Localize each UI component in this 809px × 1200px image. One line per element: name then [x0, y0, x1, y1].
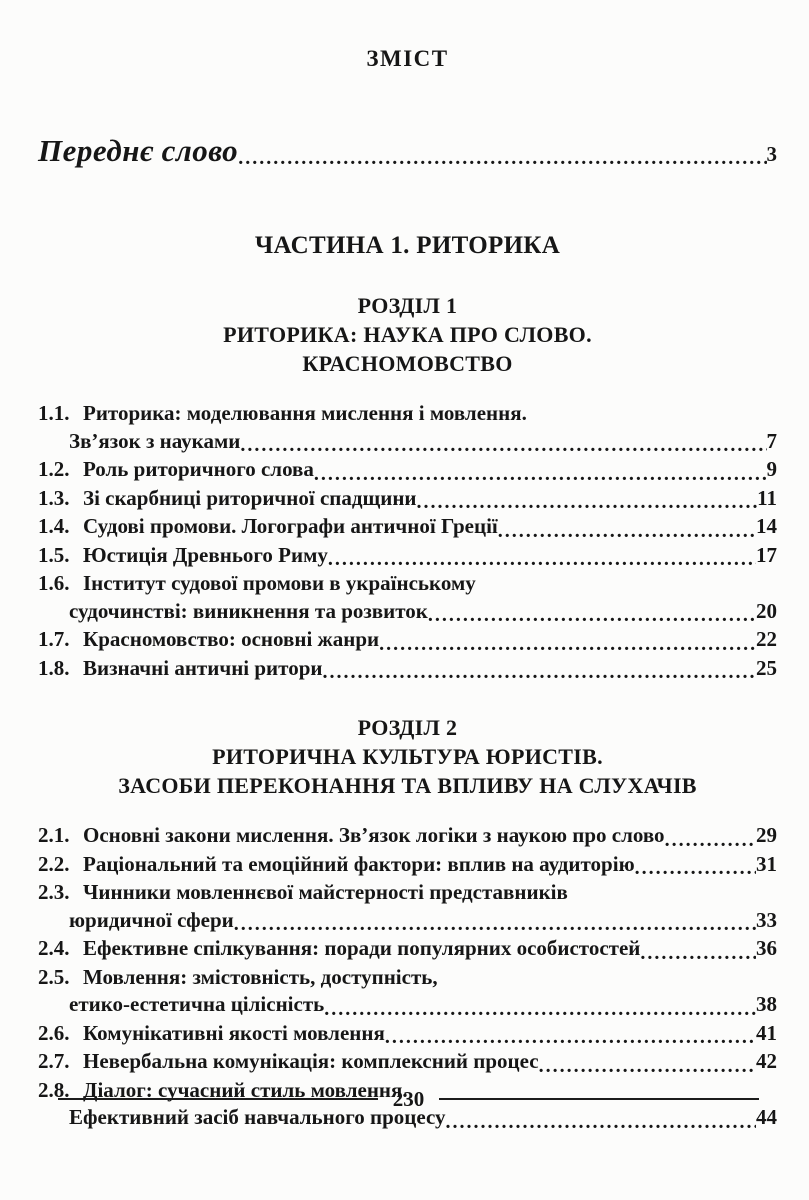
- toc-entry-text: Риторика: моделювання мислення і мовлення.: [83, 401, 527, 425]
- toc-entry-line: [38, 655, 777, 684]
- toc-entry-1-4[interactable]: [38, 513, 777, 542]
- toc-entry-line: [38, 485, 777, 514]
- toc-entry-text: судочинстві: виникнення та розвиток: [69, 598, 428, 623]
- toc-entry-number: 2.1.: [38, 823, 70, 847]
- toc-entry-line: [38, 822, 777, 851]
- toc-entry-1-7[interactable]: [38, 626, 777, 655]
- foreword-label: Переднє слово: [38, 133, 239, 168]
- toc-entry-line: [38, 1020, 777, 1049]
- toc-entry-text: Раціональний та емоційний фактори: вплив на аудиторію: [83, 851, 635, 876]
- toc-entry-page-number: 42: [756, 1049, 777, 1073]
- toc-entry-number: 1.5.: [38, 542, 70, 567]
- chapters-container: [38, 291, 777, 1133]
- toc-entry-line: [38, 513, 777, 542]
- toc-entry-page-number: 17: [756, 542, 777, 567]
- toc-entry-text: етико-естетична цілісність: [69, 992, 325, 1016]
- footer-rule-left: [58, 1098, 378, 1100]
- foreword-page-number: 3: [766, 142, 777, 166]
- toc-entry-text: Невербальна комунікація: комплексний процес: [83, 1049, 539, 1073]
- dot-leader: [322, 658, 756, 687]
- toc-entry-2-3[interactable]: [38, 879, 777, 935]
- dot-leader: [234, 910, 756, 939]
- toc-entry-text: Основні закони мислення. Зв’язок логіки з наукою про слово: [83, 823, 665, 847]
- toc-entry-foreword[interactable]: [38, 131, 777, 177]
- toc-entry-1-1[interactable]: [38, 400, 777, 456]
- toc-entry-line: [38, 598, 777, 627]
- toc-entry-line: [38, 626, 777, 655]
- toc-entry-number: 1.8.: [38, 655, 70, 680]
- toc-entry-page-number: 22: [756, 627, 777, 651]
- dot-leader: [539, 1052, 756, 1081]
- toc-entry-2-7[interactable]: [38, 1048, 777, 1077]
- toc-entry-line: [38, 542, 777, 571]
- toc-entry-page-number: 31: [756, 851, 777, 876]
- toc-entry-number: 1.6.: [38, 571, 70, 595]
- toc-entry-line: [38, 400, 777, 428]
- toc-entry-text: юридичної сфери: [69, 907, 234, 932]
- toc-entry-line: [38, 851, 777, 880]
- toc-entry-page-number: 20: [756, 598, 777, 623]
- toc-entry-1-5[interactable]: [38, 542, 777, 571]
- toc-entry-page-number: 41: [756, 1020, 777, 1045]
- chapter-heading-line: РИТОРИЧНА КУЛЬТУРА ЮРИСТІВ.: [212, 744, 603, 769]
- toc-entry-1-3[interactable]: [38, 485, 777, 514]
- toc-entry-text: Діалог: сучасний стиль мовлення.: [83, 1077, 408, 1102]
- toc-entry-text: Судові промови. Логографи античної Греції: [83, 514, 498, 538]
- toc-entry-page-number: 33: [756, 907, 777, 932]
- toc-entry-number: 1.3.: [38, 485, 70, 510]
- toc-entry-line: [38, 428, 777, 457]
- toc-entry-number: 1.2.: [38, 457, 70, 481]
- dot-leader: [379, 630, 756, 659]
- toc-entry-number: 2.5.: [38, 964, 70, 989]
- part-heading: ЧАСТИНА 1. РИТОРИКА: [254, 232, 561, 259]
- dot-leader: [446, 1108, 756, 1137]
- toc-entry-line: [38, 935, 777, 964]
- toc-entry-text: Мовлення: змістовність, доступність,: [83, 964, 438, 989]
- toc-entry-number: 2.2.: [38, 851, 70, 876]
- dot-leader: [328, 545, 756, 574]
- toc-entry-text: Чинники мовленнєвої майстерності представників: [83, 880, 568, 904]
- toc-entry-page-number: 29: [756, 823, 777, 847]
- footer-page-number: 230: [392, 1086, 425, 1111]
- toc-entry-1-8[interactable]: [38, 655, 777, 684]
- toc-entry-text: Юстиція Древнього Риму: [83, 542, 328, 567]
- toc-entry-line: [38, 570, 777, 598]
- toc-entry-1-2[interactable]: [38, 456, 777, 485]
- chapter-heading-line: РОЗДІЛ 1: [357, 293, 458, 318]
- toc-entry-page-number: 7: [766, 428, 777, 453]
- dot-leader: [238, 138, 766, 180]
- dot-leader: [324, 995, 756, 1024]
- page-title: ЗМІСТ: [366, 46, 449, 71]
- toc-entry-2-1[interactable]: [38, 822, 777, 851]
- toc-entry-number: 2.3.: [38, 880, 70, 904]
- chapter-heading-line: РОЗДІЛ 2: [357, 715, 458, 740]
- toc-entry-2-6[interactable]: [38, 1020, 777, 1049]
- toc-entry-text: Зв’язок з науками: [69, 428, 241, 453]
- page-footer: [58, 1087, 759, 1111]
- toc-entry-line: [38, 1048, 777, 1077]
- toc-entry-text: Визначні античні ритори: [83, 655, 323, 680]
- toc-entry-text: Інститут судової промови в українському: [83, 571, 476, 595]
- toc-entry-text: Красномовство: основні жанри: [83, 627, 380, 651]
- chapter-2-heading: [38, 713, 777, 800]
- dot-leader: [240, 431, 766, 460]
- toc-entry-line: [38, 879, 777, 907]
- toc-entry-text: Ефективний засіб навчального процесу: [69, 1105, 446, 1129]
- toc-entry-line: [38, 456, 777, 485]
- dot-leader: [640, 939, 756, 968]
- chapter-heading-line: ЗАСОБИ ПЕРЕКОНАННЯ ТА ВПЛИВУ НА СЛУХАЧІВ: [118, 773, 697, 798]
- dot-leader: [314, 460, 767, 489]
- toc-entry-line: [38, 991, 777, 1020]
- toc-entry-page-number: 14: [756, 514, 777, 538]
- toc-entry-page-number: 38: [756, 992, 777, 1016]
- toc-entry-1-6[interactable]: [38, 570, 777, 626]
- dot-leader: [498, 517, 756, 546]
- toc-entry-page-number: 44: [756, 1105, 777, 1129]
- chapter-heading-line: РИТОРИКА: НАУКА ПРО СЛОВО.: [223, 322, 592, 347]
- toc-entry-number: 1.7.: [38, 627, 70, 651]
- toc-entry-page-number: 36: [756, 936, 777, 960]
- chapter-heading-line: КРАСНОМОВСТВО: [302, 351, 513, 376]
- toc-entry-text: Зі скарбниці риторичної спадщини: [83, 485, 417, 510]
- toc-entry-text: Комунікативні якості мовлення: [83, 1020, 385, 1045]
- toc-entry-2-4[interactable]: [38, 935, 777, 964]
- chapter-1-entries: [38, 400, 777, 683]
- toc-entry-2-2[interactable]: [38, 851, 777, 880]
- dot-leader: [385, 1023, 756, 1052]
- toc-entry-number: 2.4.: [38, 936, 70, 960]
- toc-entry-line: [38, 964, 777, 992]
- toc-entry-page-number: 25: [756, 655, 777, 680]
- toc-entry-page-number: 11: [757, 485, 777, 510]
- toc-entry-number: 2.8.: [38, 1077, 70, 1102]
- toc-entry-text: Роль риторичного слова: [83, 457, 314, 481]
- toc-entry-number: 2.6.: [38, 1020, 70, 1045]
- dot-leader: [665, 826, 756, 855]
- toc-entry-number: 2.7.: [38, 1049, 70, 1073]
- toc-entry-number: 1.1.: [38, 401, 70, 425]
- chapter-1-heading: [38, 291, 777, 378]
- dot-leader: [417, 488, 758, 517]
- toc-entry-number: 1.4.: [38, 514, 70, 538]
- chapter-2-section: [38, 713, 777, 1133]
- toc-entry-page-number: 9: [766, 457, 777, 481]
- toc-entry-text: Ефективне спілкування: поради популярних особистостей: [83, 936, 641, 960]
- dot-leader: [428, 601, 756, 630]
- chapter-1-section: [38, 291, 777, 683]
- footer-rule-right: [439, 1098, 759, 1100]
- dot-leader: [635, 854, 756, 883]
- toc-entry-line: [38, 907, 777, 936]
- toc-entry-2-5[interactable]: [38, 964, 777, 1020]
